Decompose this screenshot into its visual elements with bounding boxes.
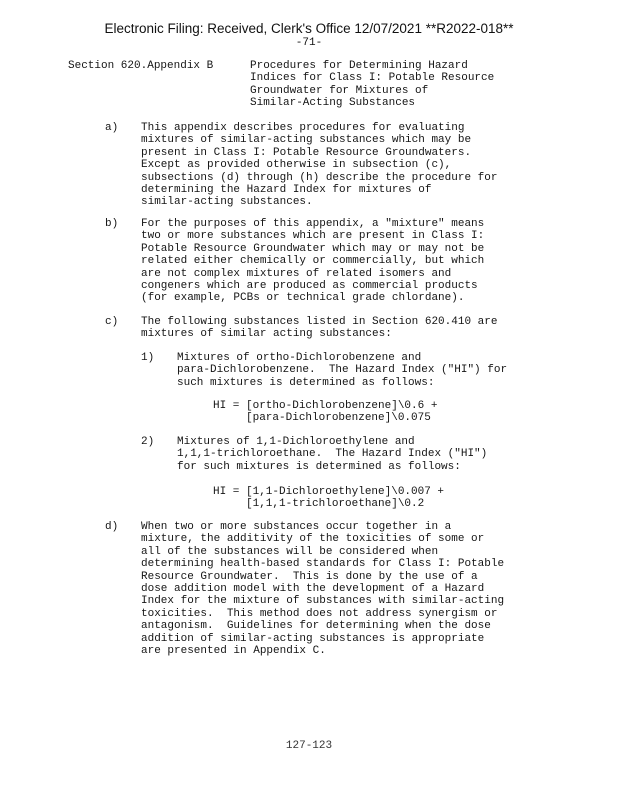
section-title: Procedures for Determining Hazard Indices for Class I: Potable Resource Groundwater for Mixtures of Similar-Acting Substances <box>250 60 495 110</box>
paragraph-a-text: This appendix describes procedures for evaluating mixtures of similar-acting substances which may be present in Class I: Potable Resource Groundwaters. Except as provided otherwise in subsection (c), subsections (d) through (h) describe the procedure for determining the Hazard Index for mixtures of similar-acting substances. <box>141 122 498 209</box>
paragraph-d-letter: d) <box>105 521 119 533</box>
paragraph-c-letter: c) <box>105 316 119 328</box>
electronic-filing-stamp: Electronic Filing: Received, Clerk's Office 12/07/2021 **R2022-018** <box>104 21 514 36</box>
hazard-index-formula: HI = [1,1-Dichloroethylene]\0.007 + [1,1,1-trichloroethane]\0.2 <box>213 486 445 511</box>
hazard-index-formula: HI = [ortho-Dichlorobenzene]\0.6 + [para-Dichlorobenzene]\0.075 <box>213 400 438 425</box>
paragraph-b-letter: b) <box>105 218 119 230</box>
page-number: -71- <box>295 37 323 49</box>
footer-page-range: 127-123 <box>285 740 333 752</box>
paragraph-c-text: The following substances listed in Section 620.410 are mixtures of similar acting substances: <box>141 316 498 341</box>
paragraph-d-text: When two or more substances occur together in a mixture, the additivity of the toxicities of some or all of the substances will be considered when determining health-based standards for Class I: Potable Resource Groundwater. This is done by the use of a dose addition model with the development of a Hazard Index for the mixture of substances with similar-acting toxicities. This method does not address synergism or antagonism. Guidelines for determining when the dose addition of similar-acting substances is appropriate are presented in Appendix C. <box>141 521 505 658</box>
paragraph-b-text: For the purposes of this appendix, a "mixture" means two or more substances which are present in Class I: Potable Resource Groundwater which may or may not be related either chemically or commercially, but which are not complex mixtures of related isomers and congeners which are produced as commercial products (for example, PCBs or technical grade chlordane). <box>141 218 485 305</box>
paragraph-a-letter: a) <box>105 122 119 134</box>
list-item-text: Mixtures of ortho-Dichlorobenzene and para-Dichlorobenzene. The Hazard Index ("HI") for such mixtures is determined as follows: <box>177 352 508 389</box>
list-item-text: Mixtures of 1,1-Dichloroethylene and 1,1,1-trichloroethane. The Hazard Index ("HI") for such mixtures is determined as follows: <box>177 436 488 473</box>
section-label: Section 620.Appendix B <box>68 60 214 72</box>
list-item-number: 1) <box>141 352 155 364</box>
list-item-number: 2) <box>141 436 155 448</box>
